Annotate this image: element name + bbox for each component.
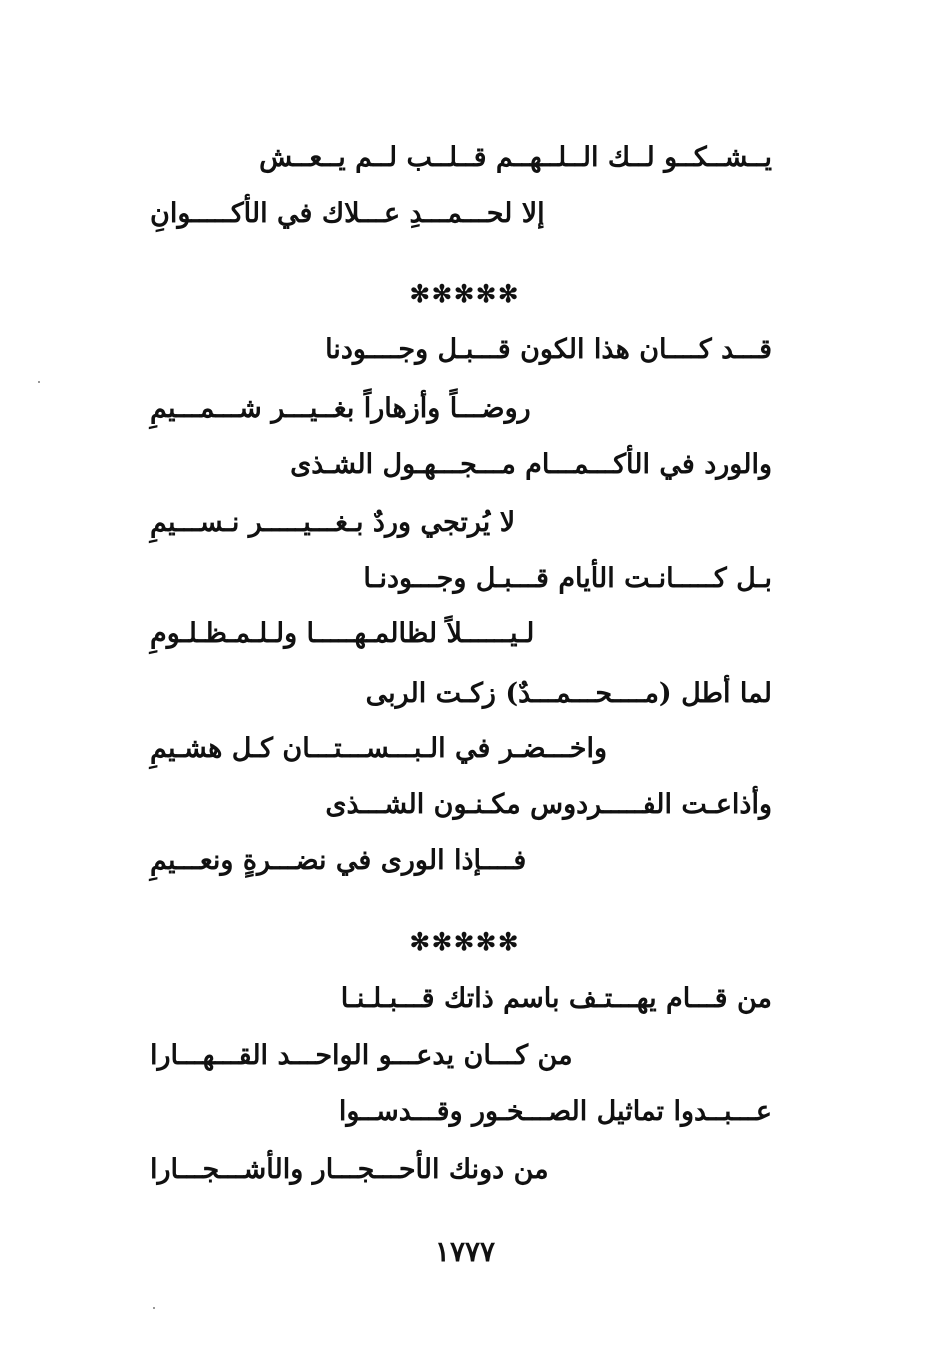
section-separator: ✻✻✻✻✻ — [409, 927, 521, 956]
verse-line: والورد في الأكـــمـــام مـــجـــهـول الشـذى — [290, 449, 772, 480]
scan-speck — [153, 1307, 155, 1309]
verse-line: إلا لحـــمـــدِ عـــلاك في الأكـــــوانِ — [150, 198, 545, 229]
verse-line: لـيــــــلاً لظالمـهـــــا ولـلـمـظـلـومِ — [150, 618, 535, 649]
scan-speck — [38, 381, 40, 383]
verse-line: لا يُرتجي وردٌ بـغـــيـــــر نـســـيمِ — [150, 507, 516, 538]
section-separator: ✻✻✻✻✻ — [409, 279, 521, 308]
verse-line: من قـــام يهـــتـف باسم ذاتك قـــبـلـنـا — [340, 983, 772, 1014]
verse-line: فــــإذا الورى في نضـــرةٍ ونعـــيمِ — [150, 845, 527, 876]
verse-line: من دونك الأحـــجـــار والأشـــجـــارا — [150, 1154, 549, 1185]
verse-line: عـــبــدوا تماثيل الصـــخـور وقـــدســوا — [338, 1096, 772, 1127]
verse-line: من كـــان يدعـــو الواحـــد القـــهـــارا — [150, 1040, 573, 1071]
verse-line: يــشــكــو لــك الــلــهــم قــلــب لــم يــعــش — [259, 142, 772, 173]
verse-line: وأذاعـت الفـــــردوس مكـنـون الشـــذى — [325, 789, 772, 820]
verse-line: بـل كـــــانـت الأيام قـــبـل وجـــودنـا — [363, 563, 772, 594]
verse-line: واخـــضـر في الـبـــســـتـــان كـل هشـيمِ — [150, 733, 608, 764]
verse-line: قـــد كــــان هذا الكون قـــبـل وجــــودنا — [325, 334, 772, 365]
verse-line: روضـــاً وأزهاراً بغــيـــر شـــمـــيمِ — [150, 393, 531, 424]
verse-line: لما أطل (مــــحـــمـــدٌ) زكـت الربى — [365, 678, 772, 709]
page-number: ١٧٧٧ — [434, 1235, 496, 1268]
